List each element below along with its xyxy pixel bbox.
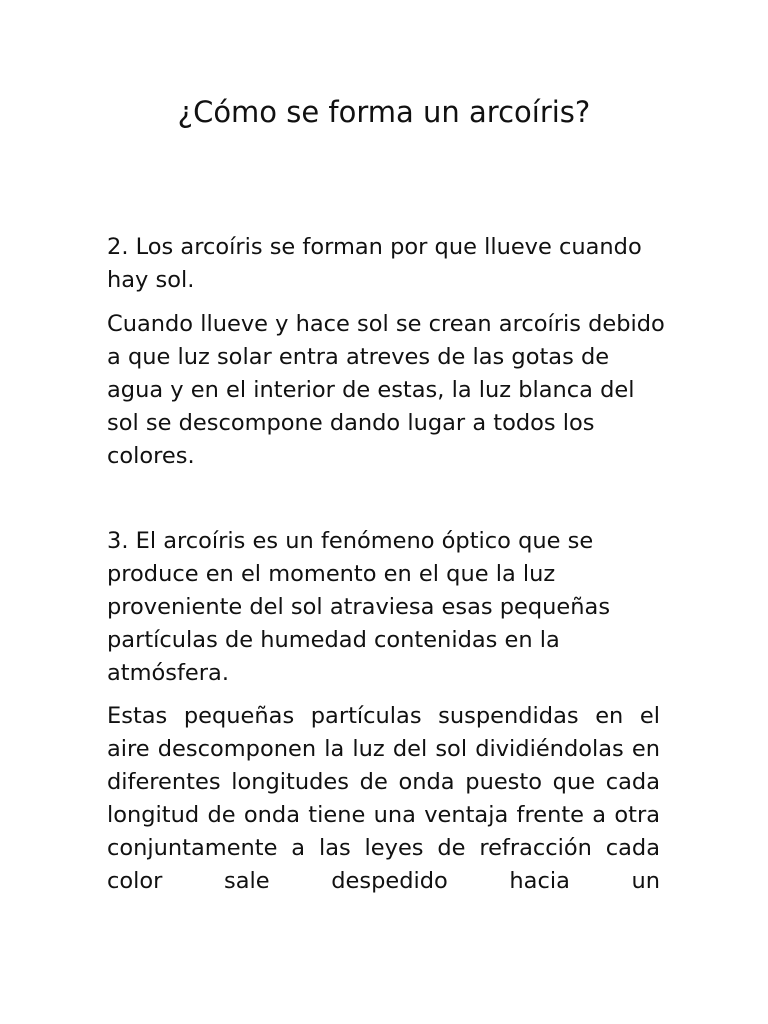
document-title: ¿Cómo se forma un arcoíris?	[177, 95, 591, 129]
item-2-body: Cuando llueve y hace sol se crean arcoíris debido a que luz solar entra atreves de las gotas de agua y en el interior de estas, la luz blanca del sol se descompone dando lugar a todos los colores.	[107, 311, 665, 469]
item-2-heading-text: Los arcoíris se forman por que llueve cuando hay sol.	[107, 234, 642, 293]
item-3-body: Estas pequeñas partículas suspendidas en el aire descomponen la luz del sol dividiéndolas en diferentes longitudes de onda puesto que cada longitud de onda tiene una ventaja frente a otra conjuntamente a las leyes de refracción cada color sale despedido hacia un	[107, 703, 660, 894]
item-3-number: 3.	[107, 528, 129, 554]
item-2-number: 2.	[107, 234, 129, 260]
item-3-heading	[107, 525, 667, 690]
item-2-heading	[107, 231, 667, 297]
item-3-heading-text: El arcoíris es un fenómeno óptico que se produce en el momento en el que la luz proveniente del sol atraviesa esas pequeñas partículas de humedad contenidas en la atmósfera.	[107, 528, 611, 686]
